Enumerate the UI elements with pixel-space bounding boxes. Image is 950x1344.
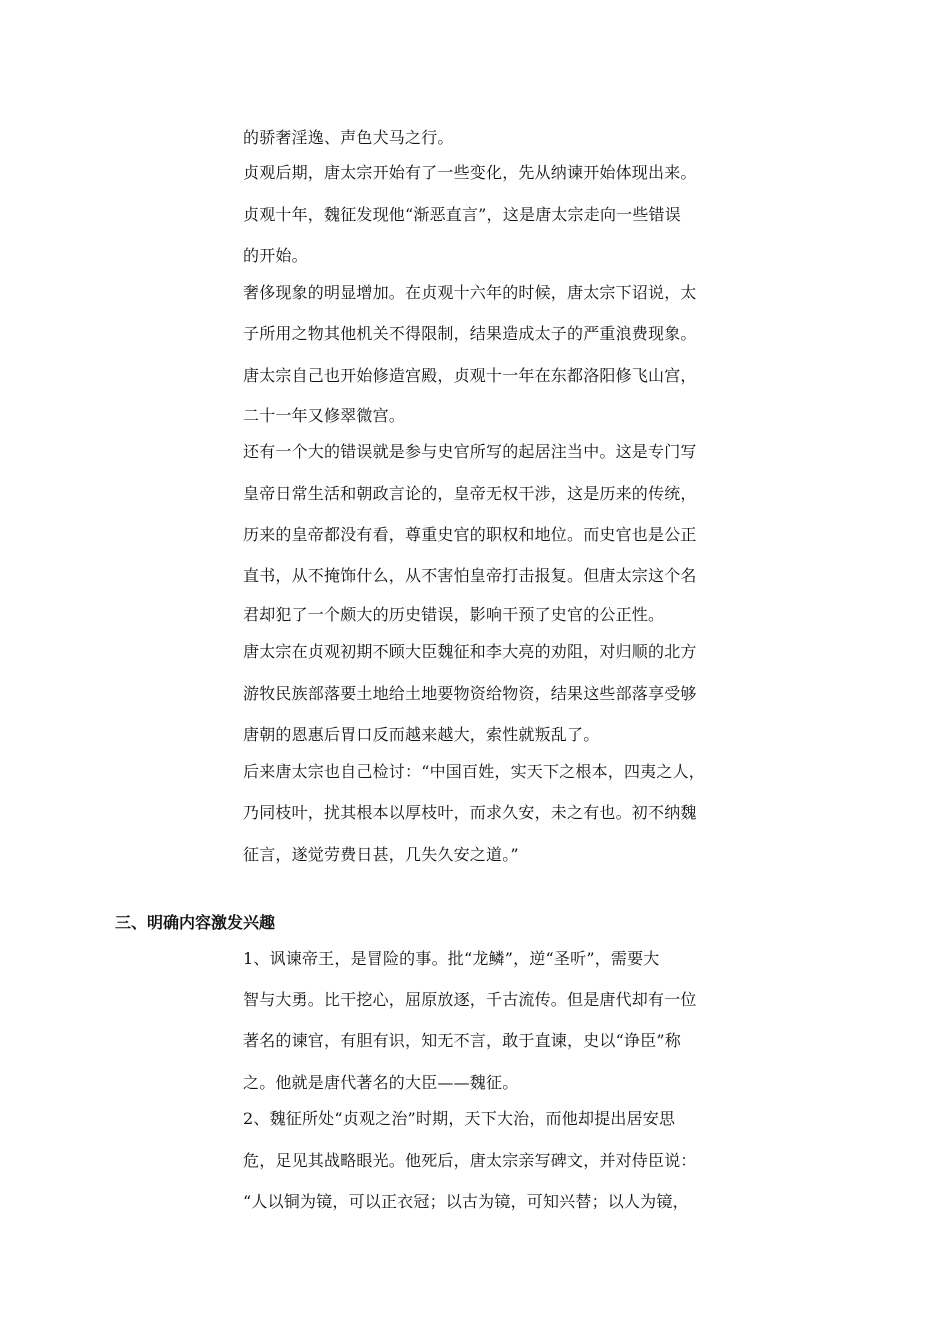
text-line: 之。他就是唐代著名的大臣——魏征。 <box>243 1073 519 1092</box>
text-line: 贞观十年，魏征发现他“渐恶直言”，这是唐太宗走向一些错误 <box>243 205 681 224</box>
text-line: 1、讽谏帝王，是冒险的事。批“龙鳞”，逆“圣听”，需要大 <box>243 949 660 968</box>
text-line: 2、魏征所处“贞观之治”时期，天下大治，而他却提出居安思 <box>243 1109 676 1128</box>
text-line: 唐太宗自己也开始修造宫殿，贞观十一年在东都洛阳修飞山宫， <box>243 366 697 385</box>
text-line: 唐太宗在贞观初期不顾大臣魏征和李大亮的劝阻，对归顺的北方 <box>243 642 697 661</box>
text-line: “人以铜为镜，可以正衣冠；以古为镜，可知兴替；以人为镜， <box>243 1192 689 1211</box>
text-line: 的开始。 <box>243 246 308 265</box>
text-line: 游牧民族部落要土地给土地要物资给物资，结果这些部落享受够 <box>243 684 697 703</box>
text-line: 皇帝日常生活和朝政言论的，皇帝无权干涉，这是历来的传统， <box>243 484 697 503</box>
text-line: 后来唐太宗也自己检讨：“中国百姓，实天下之根本，四夷之人， <box>243 762 705 781</box>
section-heading: 三、明确内容激发兴趣 <box>115 913 276 932</box>
text-line: 著名的谏官，有胆有识，知无不言，敢于直谏，史以“诤臣”称 <box>243 1031 681 1050</box>
text-line: 危，足见其战略眼光。他死后，唐太宗亲写碑文，并对侍臣说： <box>243 1151 697 1170</box>
text-line: 贞观后期，唐太宗开始有了一些变化，先从纳谏开始体现出来。 <box>243 163 697 182</box>
text-line: 君却犯了一个颇大的历史错误，影响干预了史官的公正性。 <box>243 605 665 624</box>
text-line: 直书，从不掩饰什么，从不害怕皇帝打击报复。但唐太宗这个名 <box>243 566 697 585</box>
text-line: 唐朝的恩惠后胃口反而越来越大，索性就叛乱了。 <box>243 725 600 744</box>
text-line: 征言，遂觉劳费日甚，几失久安之道。” <box>243 845 519 864</box>
text-line: 还有一个大的错误就是参与史官所写的起居注当中。这是专门写 <box>243 442 697 461</box>
text-line: 智与大勇。比干挖心，屈原放逐，千古流传。但是唐代却有一位 <box>243 990 697 1009</box>
text-line: 二十一年又修翠微宫。 <box>243 406 406 425</box>
text-line: 乃同枝叶，扰其根本以厚枝叶，而求久安，未之有也。初不纳魏 <box>243 803 697 822</box>
text-line: 子所用之物其他机关不得限制，结果造成太子的严重浪费现象。 <box>243 324 697 343</box>
text-line: 历来的皇帝都没有看，尊重史官的职权和地位。而史官也是公正 <box>243 525 697 544</box>
text-line: 的骄奢淫逸、声色犬马之行。 <box>243 128 454 147</box>
text-line: 奢侈现象的明显增加。在贞观十六年的时候，唐太宗下诏说，太 <box>243 283 697 302</box>
